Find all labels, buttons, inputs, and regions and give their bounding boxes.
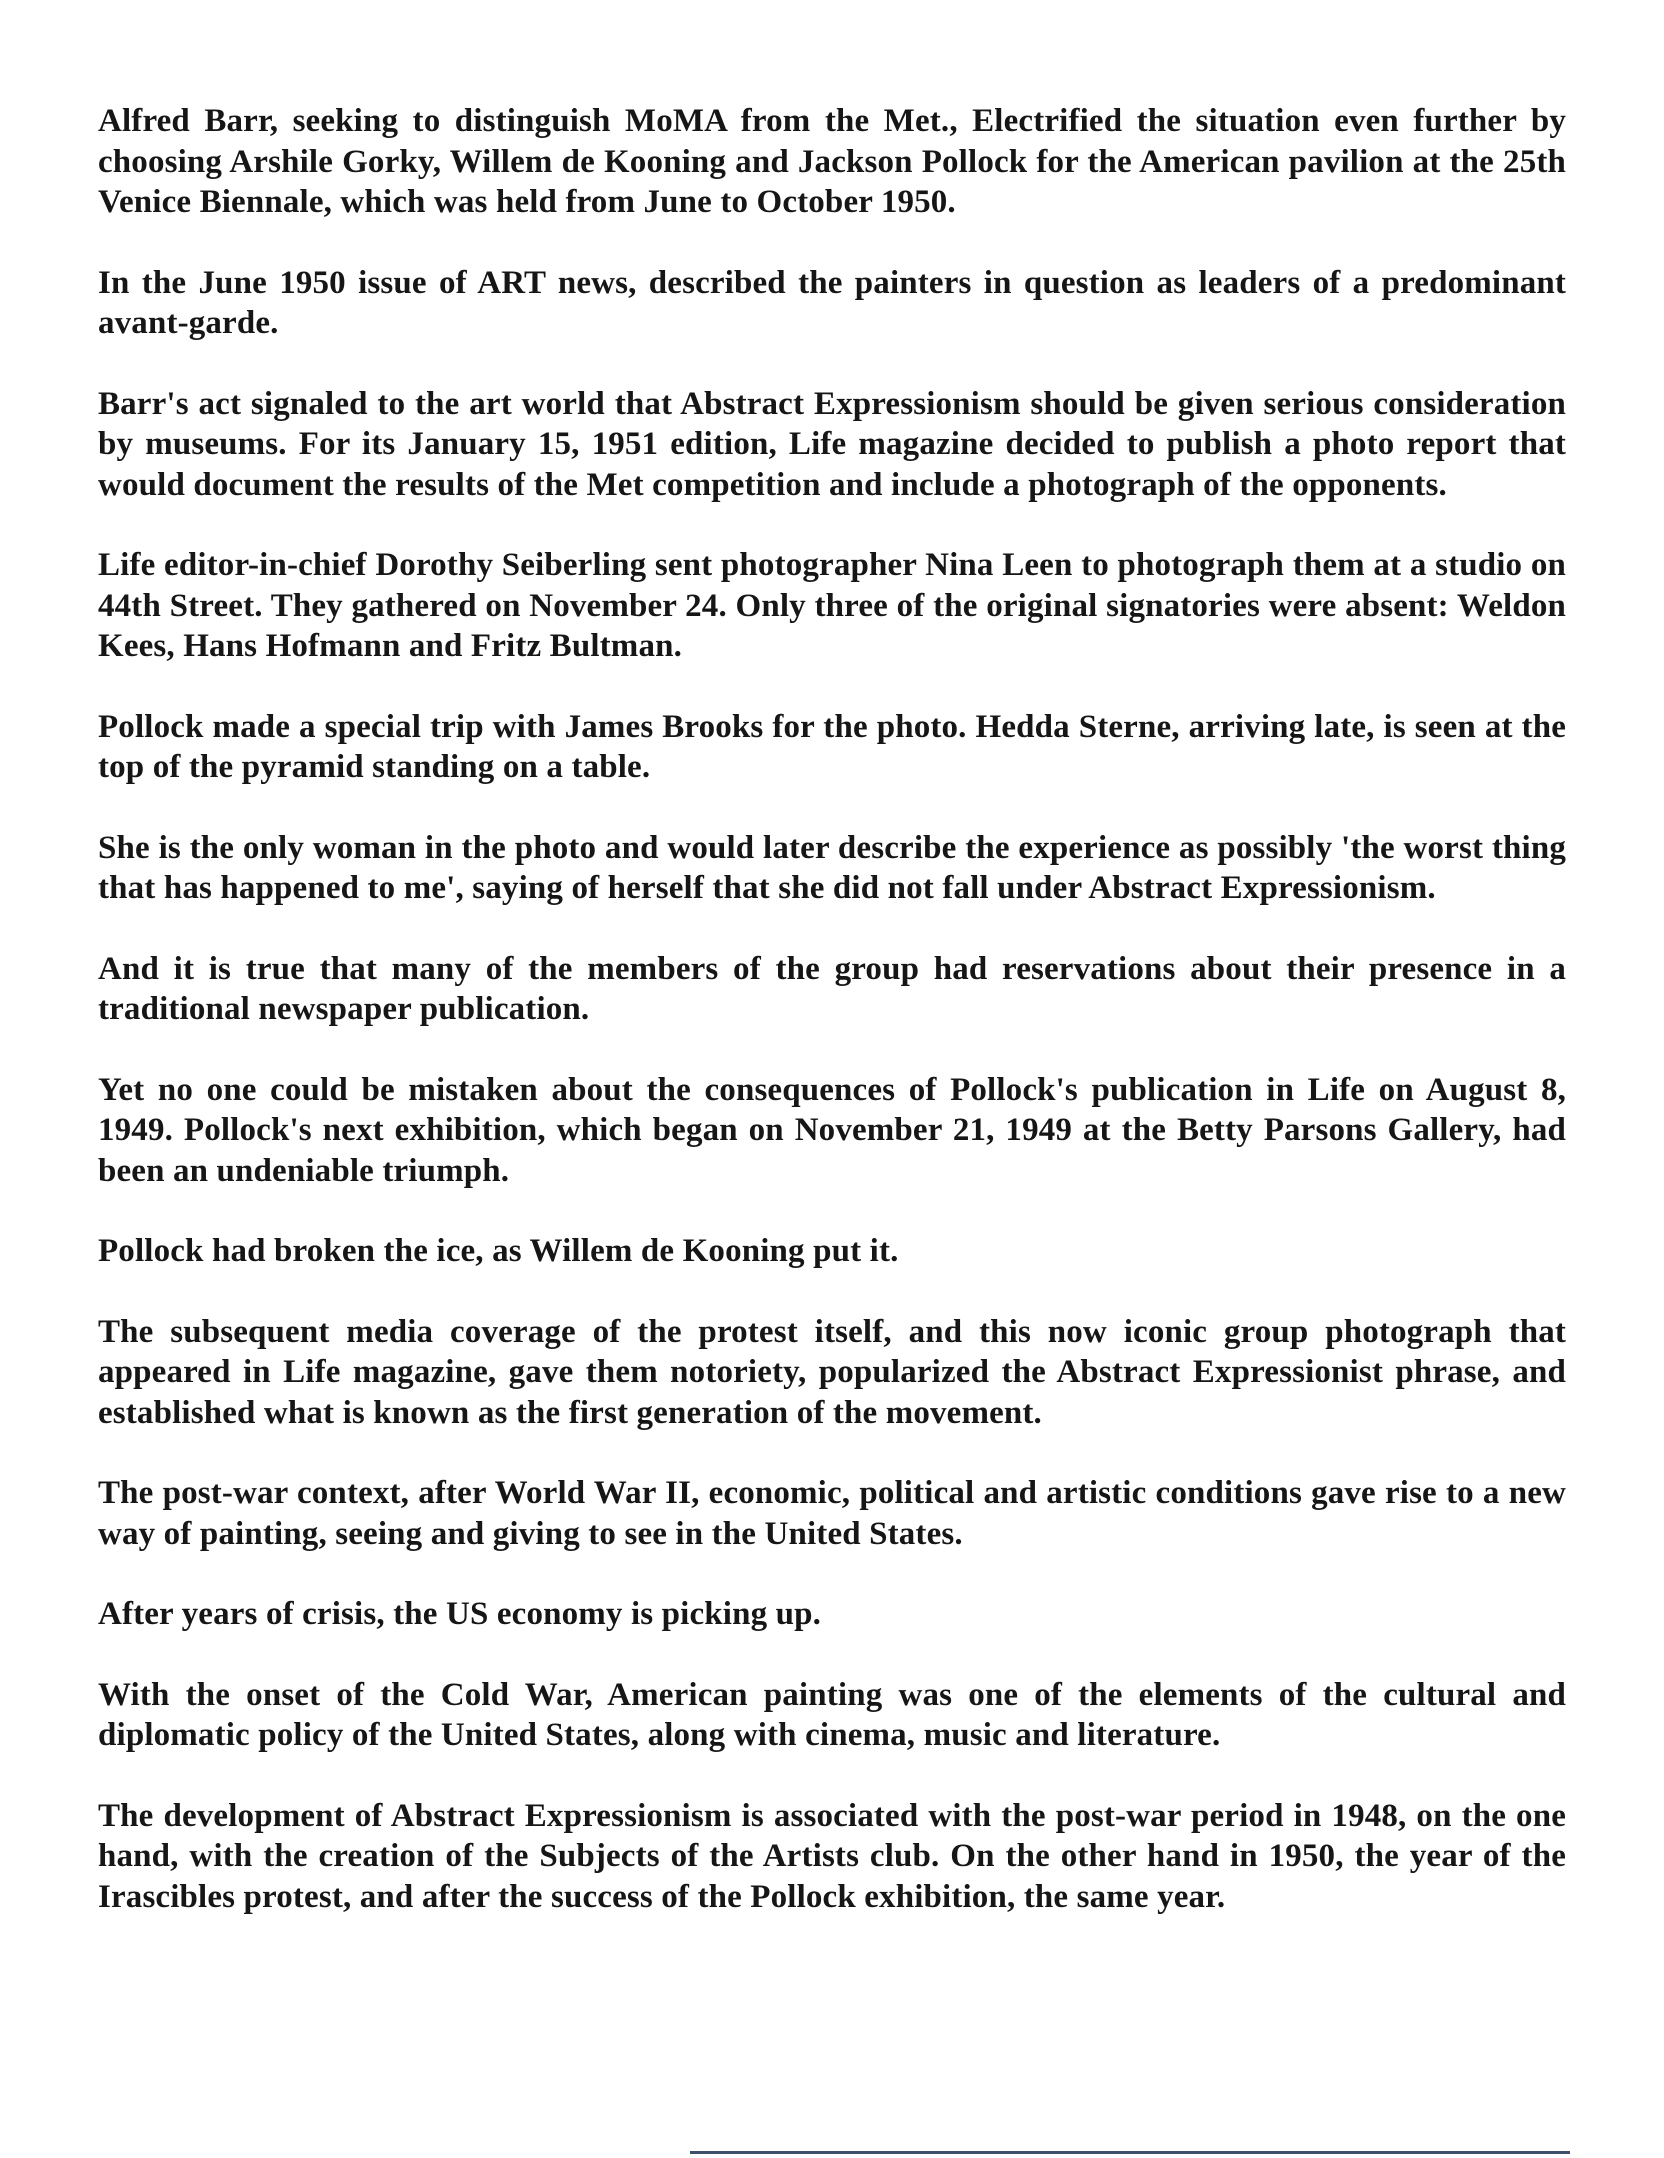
paragraph-economy: After years of crisis, the US economy is picking up. — [98, 1596, 822, 1632]
paragraph-only-woman: She is the only woman in the photo and would later describe the experience as possibly 'the worst thing that has happened to me', saying of herself that she did not fall under Abstract Expressionism. — [98, 829, 1566, 906]
paragraph-broken-ice: Pollock had broken the ice, as Willem de Kooning put it. — [98, 1233, 899, 1269]
paragraph-post-war-context: The post-war context, after World War II, economic, political and artistic conditions gave rise to a new way of painting, seeing and giving to see in the United States. — [98, 1475, 1566, 1552]
paragraph-artnews: In the June 1950 issue of ART news, described the painters in question as leaders of a predominant avant-garde. — [98, 264, 1566, 341]
paragraph-life-magazine: Barr's act signaled to the art world that Abstract Expressionism should be given serious consideration by museums. For its January 15, 1951 edition, Life magazine decided to publish a photo report that would document the results of the Met competition and include a photograph of the opponents. — [98, 385, 1566, 503]
paragraph-cold-war: With the onset of the Cold War, American painting was one of the elements of the cultural and diplomatic policy of the United States, along with cinema, music and literature. — [98, 1676, 1566, 1753]
bottom-divider-line — [690, 2151, 1570, 2154]
paragraph-nina-leen: Life editor-in-chief Dorothy Seiberling sent photographer Nina Leen to photograph them at a studio on 44th Street. They gathered on November 24. Only three of the original signatories were absent: Weldon Kees, Hans Hofmann and Fritz Bultman. — [98, 547, 1566, 664]
paragraph-hedda-sterne: Pollock made a special trip with James Brooks for the photo. Hedda Sterne, arriving late, is seen at the top of the pyramid standing on a table. — [98, 708, 1566, 785]
body-text — [98, 101, 1566, 1957]
paragraph-barr-venice: Alfred Barr, seeking to distinguish MoMA from the Met., Electrified the situation even further by choosing Arshile Gorky, Willem de Kooning and Jackson Pollock for the American pavilion at the 25th Venice Biennale, which was held from June to October 1950. — [98, 103, 1566, 220]
paragraph-development: The development of Abstract Expressionism is associated with the post-war period in 1948, on the one hand, with the creation of the Subjects of the Artists club. On the other hand in 1950, the year of the Irascibles protest, and after the success of the Pollock exhibition, the same year. — [98, 1797, 1566, 1915]
paragraph-reservations: And it is true that many of the members of the group had reservations about their presence in a traditional newspaper publication. — [98, 950, 1566, 1027]
paragraph-pollock-exhibition: Yet no one could be mistaken about the consequences of Pollock's publication in Life on August 8, 1949. Pollock's next exhibition, which began on November 21, 1949 at the Betty Parsons Gallery, had been an undeniable triumph. — [98, 1071, 1566, 1189]
paragraph-media-coverage: The subsequent media coverage of the protest itself, and this now iconic group photograph that appeared in Life magazine, gave them notoriety, popularized the Abstract Expressionist phrase, and established what is known as the first generation of the movement. — [98, 1313, 1566, 1431]
